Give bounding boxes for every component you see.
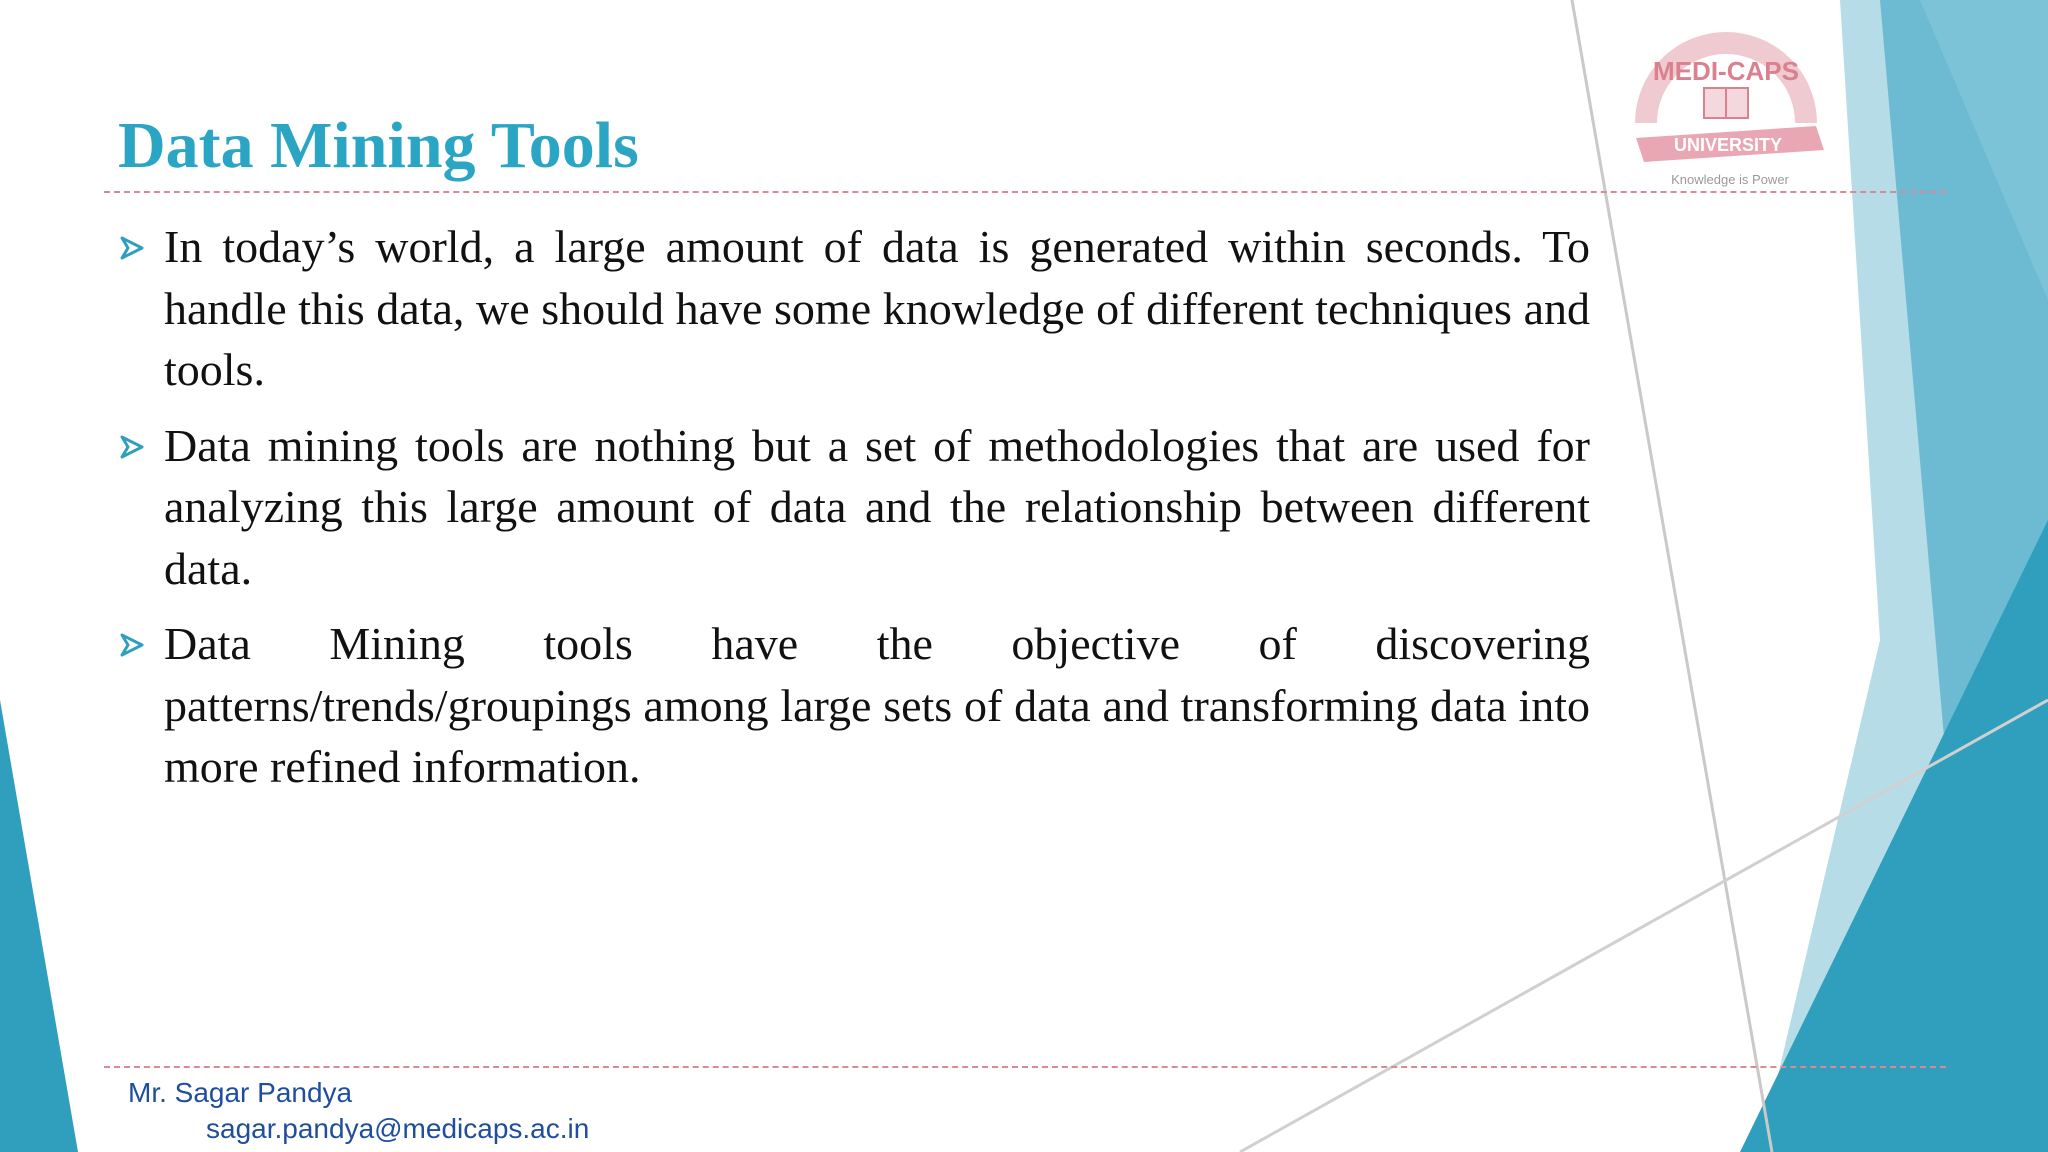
bullet-text: Data mining tools are nothing but a set of methodologies that are used for analyzing this large amount of data and the relationship between different data.	[164, 419, 1590, 594]
arrow-bullet-icon	[118, 234, 146, 262]
footer-divider	[104, 1066, 1946, 1068]
footer-author: Mr. Sagar Pandya	[128, 1077, 353, 1108]
university-logo	[1616, 28, 1836, 198]
bullet-item	[118, 415, 1590, 600]
logo-name-text: MEDI-CAPS	[1653, 56, 1799, 86]
bullet-text: In today’s world, a large amount of data is generated within seconds. To handle this data, we should have some knowledge of different techniques and tools.	[164, 221, 1590, 395]
left-teal-shape	[0, 700, 78, 1152]
title-divider	[104, 191, 1946, 193]
logo-tagline: Knowledge is Power	[1671, 172, 1789, 187]
book-icon	[1704, 88, 1748, 118]
slide-title: Data Mining Tools	[118, 109, 639, 182]
bullet-list	[118, 216, 1590, 812]
logo-banner-text: UNIVERSITY	[1673, 135, 1783, 155]
footer-email: sagar.pandya@medicaps.ac.in	[206, 1113, 590, 1144]
bullet-item	[118, 216, 1590, 401]
arrow-bullet-icon	[118, 433, 146, 461]
bullet-text: Data Mining tools have the objective of discovering patterns/trends/groupings among large sets of data and transforming data into more refined information.	[164, 618, 1590, 792]
arrow-bullet-icon	[118, 631, 146, 659]
bullet-item	[118, 613, 1590, 798]
